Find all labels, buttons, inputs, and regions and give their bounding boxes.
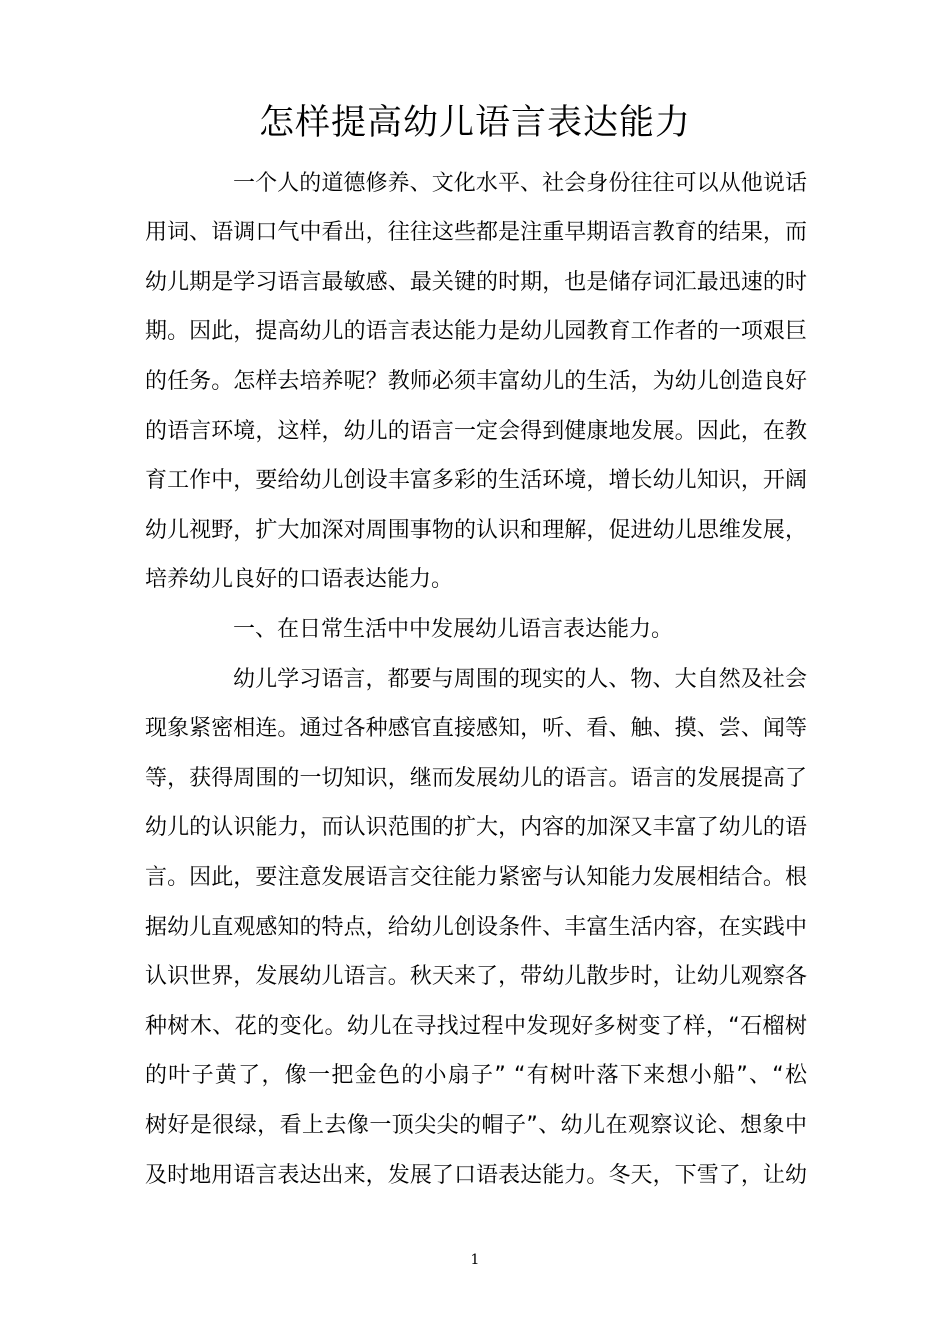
paragraph-line: 幼儿视野，扩大加深对周围事物的认识和理解，促进幼儿思维发展， [145, 518, 807, 543]
paragraph-line: 用词、语调口气中看出，往往这些都是注重早期语言教育的结果，而 [145, 220, 807, 245]
paragraph-line: 幼儿学习语言，都要与周围的现实的人、物、大自然及社会 [233, 667, 807, 692]
paragraph-line: 育工作中，要给幼儿创设丰富多彩的生活环境，增长幼儿知识，开阔 [145, 468, 807, 493]
paragraph-line: 一个人的道德修养、文化水平、社会身份往往可以从他说话 [233, 171, 807, 196]
paragraph-line: 的语言环境，这样，幼儿的语言一定会得到健康地发展。因此，在教 [145, 419, 807, 444]
paragraph-line: 言。因此，要注意发展语言交往能力紧密与认知能力发展相结合。根 [145, 865, 807, 890]
paragraph-line: 幼儿的认识能力，而认识范围的扩大，内容的加深又丰富了幼儿的语 [145, 815, 807, 840]
paragraph-line: 种树木、花的变化。幼儿在寻找过程中发现好多树变了样，“石榴树 [145, 1014, 807, 1039]
paragraph-line: 培养幼儿良好的口语表达能力。 [145, 567, 454, 592]
document-title: 怎样提高幼儿语言表达能力 [258, 103, 691, 143]
paragraph-line: 幼儿期是学习语言最敏感、最关键的时期，也是储存词汇最迅速的时 [145, 270, 807, 295]
page-number: 1 [470, 1252, 480, 1268]
paragraph-line: 的任务。怎样去培养呢？教师必须丰富幼儿的生活，为幼儿创造良好 [145, 369, 807, 394]
paragraph-line: 期。因此，提高幼儿的语言表达能力是幼儿园教育工作者的一项艰巨 [145, 319, 807, 344]
paragraph-line: 等，获得周围的一切知识，继而发展幼儿的语言。语言的发展提高了 [145, 766, 807, 791]
paragraph-line: 现象紧密相连。通过各种感官直接感知，听、看、触、摸、尝、闻等 [145, 716, 807, 741]
paragraph-line: 树好是很绿，看上去像一顶尖尖的帽子”、幼儿在观察议论、想象中 [145, 1113, 807, 1138]
paragraph-line: 及时地用语言表达出来，发展了口语表达能力。冬天，下雪了，让幼 [145, 1163, 807, 1188]
paragraph-line: 认识世界，发展幼儿语言。秋天来了，带幼儿散步时，让幼儿观察各 [145, 964, 807, 989]
section-heading: 一、在日常生活中中发展幼儿语言表达能力。 [233, 617, 674, 642]
paragraph-line: 据幼儿直观感知的特点，给幼儿创设条件、丰富生活内容，在实践中 [145, 915, 807, 940]
paragraph-line: 的叶子黄了，像一把金色的小扇子” “有树叶落下来想小船”、“松 [145, 1063, 807, 1088]
